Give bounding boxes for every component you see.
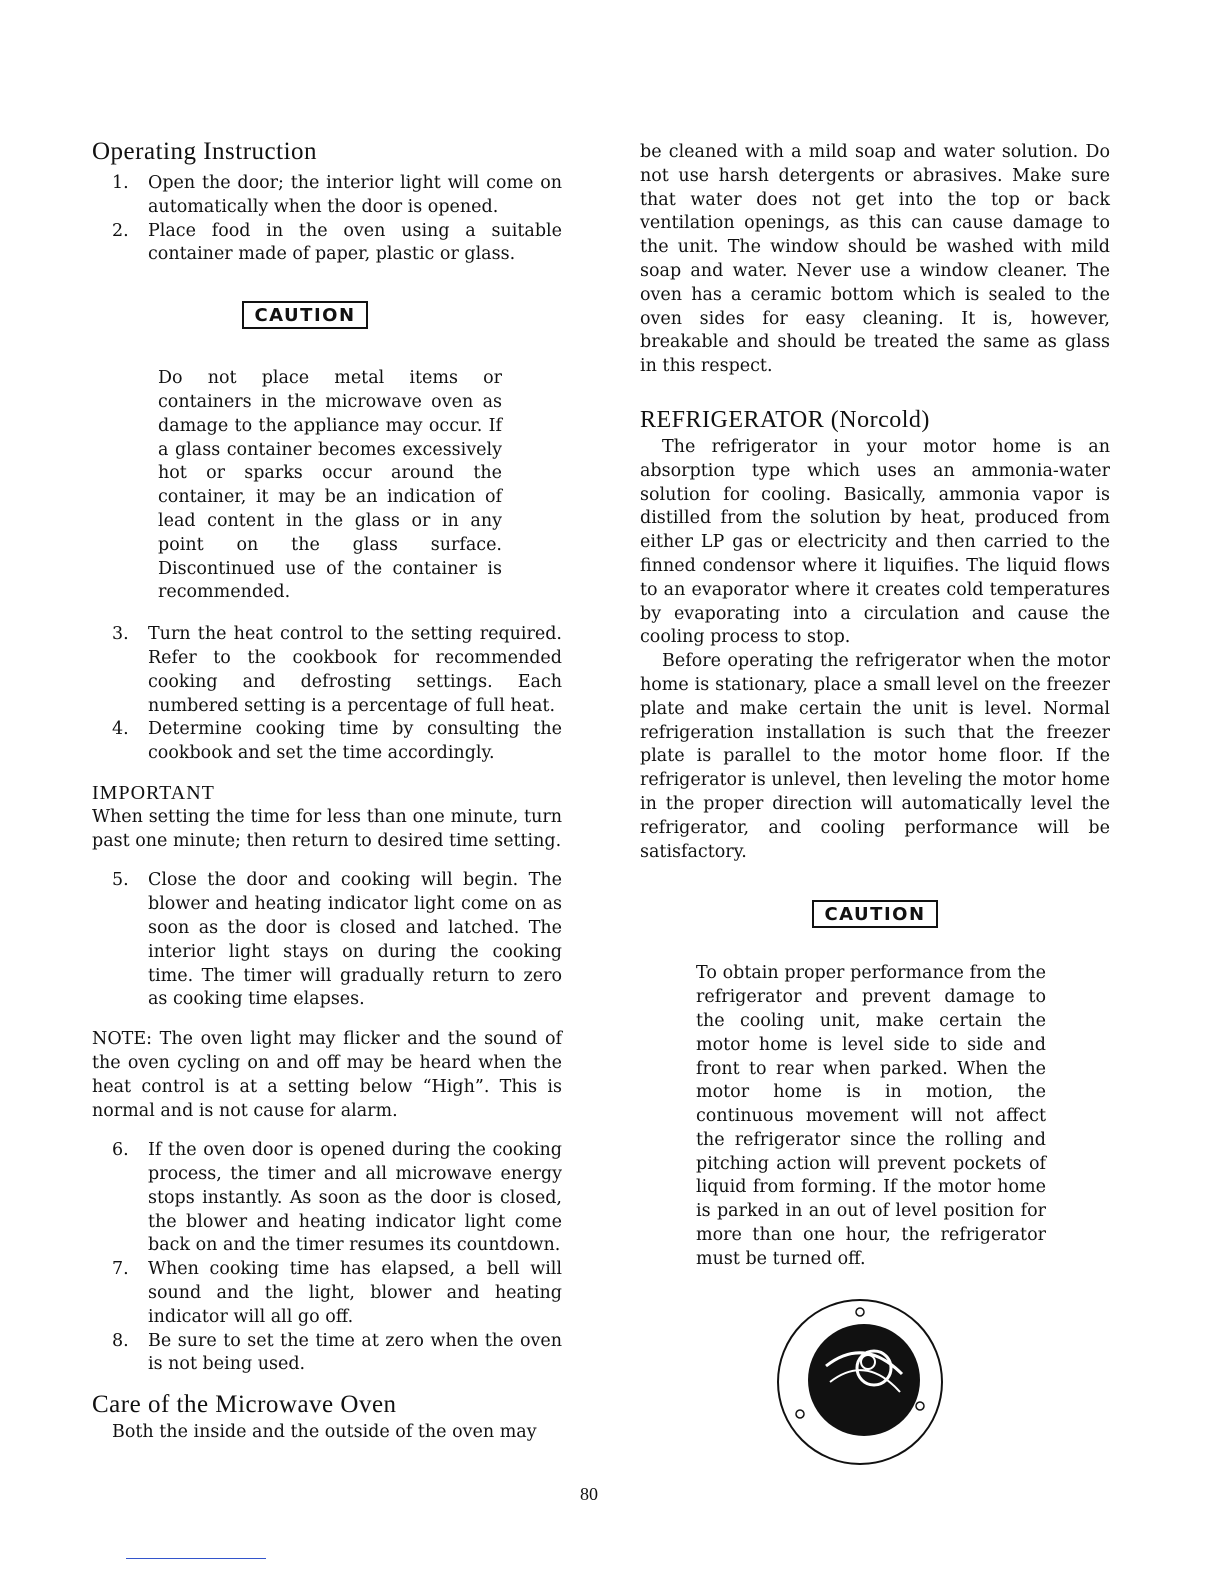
step-2	[92, 220, 562, 268]
steps-list-d	[92, 1139, 562, 1377]
refrigerator-paragraph-2: Before operating the refrigerator when the motor home is stationary, place a small level on the freezer plate and make certain the unit is level. Normal refrigeration installation is such that the freezer plate is parallel to the motor home floor. If the refrigerator is unlevel, then leveling the motor home in the proper direction will automatically level the refrigerator, and cooling performance will be satisfactory.	[640, 651, 1110, 862]
step-text: Open the door; the interior light will come on automatically when the door is opened.	[148, 173, 562, 217]
step-number: 1.	[112, 173, 129, 193]
step-text: Close the door and cooking will begin. The blower and heating indicator light come on as soon as the door is closed and latched. The interior light stays on during the cooking time. The timer will gradually return to zero as cooking time elapses.	[148, 870, 562, 1010]
step-5	[92, 869, 562, 1012]
step-text: Determine cooking time by consulting the cookbook and set the time accordingly.	[148, 719, 562, 764]
fridge-caution-label-wrap	[640, 900, 1110, 928]
page-number: 80	[580, 1484, 598, 1504]
care-heading: Care of the Microwave Oven	[92, 1391, 397, 1419]
step-number: 6.	[112, 1140, 129, 1161]
oven-caution-text: Do not place metal items or containers in the microwave oven as damage to the appliance may occur. If a glass container becomes excessively hot or sparks occur around the container, it may be an indication of lead content in the glass or in any point on the glass surface. Discontinued use of the container is recommended.	[158, 368, 502, 603]
operating-instruction-heading: Operating Instruction	[92, 138, 318, 165]
important-text: When setting the time for less than one minute, turn past one minute; then return to desired time setting.	[92, 806, 562, 851]
steps-list-a	[92, 172, 562, 267]
left-column	[92, 138, 562, 1445]
step-text: Place food in the oven using a suitable container made of paper, plastic or glass.	[148, 220, 562, 265]
step-number: 4.	[112, 719, 129, 740]
fridge-caution-text: To obtain proper performance from the refrigerator and prevent damage to the cooling unit, make certain the motor home is level side to side and front to rear when parked. When the motor home is in motion, the continuous movement will not affect the refrigerator since the rolling and pitching action will prevent pockets of liquid from forming. If the motor home is parked in an out of level position for more than one hour, the refrigerator must be turned off.	[696, 963, 1046, 1269]
step-number: 5.	[112, 870, 129, 891]
step-number: 2.	[112, 220, 129, 241]
step-number: 8.	[112, 1330, 129, 1351]
oven-caution-label: CAUTION	[242, 301, 367, 329]
step-text: Be sure to set the time at zero when the oven is not being used.	[148, 1330, 562, 1375]
step-8	[92, 1330, 562, 1378]
refrigerator-control-knob-illustration	[774, 1296, 946, 1468]
important-block	[92, 782, 562, 853]
steps-list-c	[92, 869, 562, 1012]
step-1	[92, 172, 562, 220]
step-4	[92, 718, 562, 766]
refrigerator-heading: REFRIGERATOR (Norcold)	[640, 406, 930, 433]
step-3	[92, 623, 562, 718]
care-continued-text: be cleaned with a mild soap and water solution. Do not use harsh detergents or abrasives. Make sure that water does not get into the top or back ventilation openings, as this can cause damage to the unit. The window should be washed with mild soap and water. Never use a window cleaner. The oven has a ceramic bottom which is sealed to the oven sides for easy cleaning. It is, however, breakable and should be treated the same as glass in this respect.	[640, 142, 1110, 377]
step-6	[92, 1139, 562, 1258]
steps-list-b	[92, 623, 562, 766]
fridge-caution-label: CAUTION	[812, 900, 937, 928]
oven-caution-label-wrap	[48, 301, 562, 329]
step-text: When cooking time has elapsed, a bell will sound and the light, blower and heating indicator will all go off.	[148, 1259, 562, 1327]
step-text: If the oven door is opened during the cooking process, the timer and all microwave energy stops instantly. As soon as the door is closed, the blower and heating indicator light come back on and the timer resumes its countdown.	[148, 1140, 562, 1256]
care-text: Both the inside and the outside of the oven may	[112, 1422, 537, 1443]
right-column	[640, 141, 1110, 1272]
refrigerator-paragraph-1: The refrigerator in your motor home is an absorption type which uses an ammonia-water solution for cooling. Basically, ammonia vapor is distilled from the solution by heat, produced from either LP gas or electricity and then carried to the finned condensor where it liquifies. The liquid flows to an evaporator where it creates cold temperatures by evaporating into a circulation and cause the cooling process to stop.	[640, 436, 1110, 648]
step-number: 7.	[112, 1259, 129, 1280]
step-7	[92, 1258, 562, 1329]
note-text: NOTE: The oven light may flicker and the sound of the oven cycling on and off may be heard when the heat control is at a setting below “High”. This is normal and is not cause for alarm.	[92, 1029, 562, 1121]
step-text: Turn the heat control to the setting required. Refer to the cookbook for recommended cooking and defrosting settings. Each numbered setting is a percentage of full heat.	[148, 624, 562, 716]
important-heading: IMPORTANT	[92, 781, 215, 804]
footer-rule	[126, 1558, 266, 1559]
step-number: 3.	[112, 624, 129, 645]
